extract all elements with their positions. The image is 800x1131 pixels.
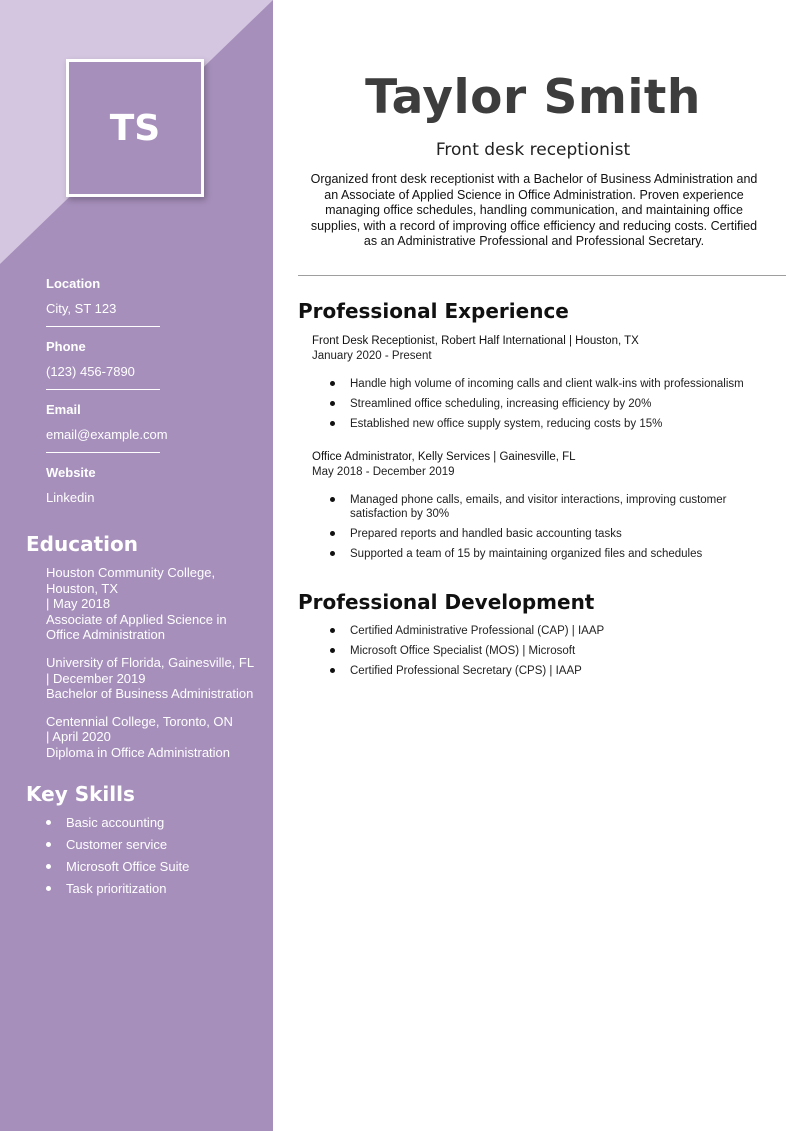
- summary-paragraph: Organized front desk receptionist with a Bachelor of Business Administration and an Associate of Applied Science in Office Administration. Proven experience managing office schedules, handling communication, and maintaining office supplies, with a record of improving office efficiency and reducing costs. Certified as an Administrative Professional and Professional Secretary.: [310, 172, 758, 249]
- education-item: [46, 655, 261, 702]
- skill-item: [46, 815, 189, 837]
- bullet-text: Handle high volume of incoming calls and client walk-ins with professionalism: [350, 378, 744, 390]
- bullet-item: [312, 624, 786, 638]
- bullet-icon: [46, 842, 51, 847]
- contact-divider: [46, 389, 160, 390]
- contact-website: [46, 465, 160, 506]
- bullet-icon: [46, 820, 51, 825]
- education-line: | May 2018: [46, 596, 111, 612]
- contact-label: Location: [46, 276, 101, 291]
- bullet-text: Microsoft Office Specialist (MOS) | Microsoft: [350, 645, 576, 657]
- bullet-icon: [330, 381, 335, 386]
- bullet-icon: [330, 648, 335, 653]
- education-line: | December 2019: [46, 670, 146, 686]
- monogram-badge: [66, 59, 204, 197]
- bullet-item: [312, 397, 786, 411]
- contact-divider: [46, 452, 160, 453]
- education-item: [46, 714, 261, 761]
- job-bullets: [312, 377, 786, 431]
- contact-label: Email: [46, 402, 81, 417]
- education-item: [46, 565, 261, 643]
- bullet-item: [312, 377, 786, 391]
- contact-label: Website: [46, 465, 96, 480]
- development-heading: Professional Development: [298, 590, 595, 614]
- bullet-item: [312, 644, 786, 658]
- bullet-icon: [330, 668, 335, 673]
- bullet-icon: [330, 531, 335, 536]
- phone-value: (123) 456-7890: [46, 364, 135, 379]
- bullet-text: Streamlined office scheduling, increasing efficiency by 20%: [350, 398, 652, 410]
- candidate-name: Taylor Smith: [365, 70, 701, 125]
- education-line: | April 2020: [46, 729, 111, 745]
- bullet-text: Managed phone calls, emails, and visitor interactions, improving customer satisfaction by 30%: [350, 494, 727, 520]
- skill-label: Task prioritization: [66, 881, 167, 896]
- skill-item: [46, 837, 189, 859]
- bullet-text: Established new office supply system, reducing costs by 15%: [350, 418, 663, 430]
- bullet-text: Prepared reports and handled basic accounting tasks: [350, 528, 622, 540]
- contact-divider: [46, 326, 160, 327]
- development-entry: [312, 624, 786, 684]
- bullet-icon: [330, 421, 335, 426]
- job-title-line: Office Administrator, Kelly Services | Gainesville, FL: [312, 451, 576, 463]
- bullet-icon: [330, 551, 335, 556]
- contact-location: [46, 276, 160, 327]
- email-link[interactable]: email@example.com: [46, 427, 168, 442]
- skill-item: [46, 859, 189, 881]
- bullet-text: Supported a team of 15 by maintaining organized files and schedules: [350, 548, 703, 560]
- skills-list: [46, 815, 189, 903]
- education-line: Diploma in Office Administration: [46, 744, 231, 760]
- bullet-icon: [46, 864, 51, 869]
- education-list: [46, 565, 261, 773]
- contact-email: [46, 402, 168, 453]
- bullet-item: [312, 527, 786, 541]
- job-title: Front desk receptionist: [435, 140, 631, 160]
- development-list: [312, 624, 786, 678]
- skill-item: [46, 881, 189, 903]
- contact-section: [46, 276, 246, 506]
- skill-label: Microsoft Office Suite: [66, 859, 190, 874]
- website-link[interactable]: Linkedin: [46, 490, 95, 505]
- bullet-icon: [330, 401, 335, 406]
- job-bullets: [312, 493, 786, 561]
- bullet-item: [312, 493, 786, 521]
- job-entry: [312, 450, 786, 567]
- education-heading: Education: [26, 532, 138, 556]
- education-line: University of Florida, Gainesville, FL: [46, 654, 255, 670]
- bullet-item: [312, 664, 786, 678]
- sidebar: [0, 0, 273, 1131]
- education-line: Bachelor of Business Administration: [46, 686, 254, 702]
- job-entry: [312, 334, 786, 437]
- bullet-text: Certified Professional Secretary (CPS) | IAAP: [350, 665, 582, 677]
- education-line: Houston, TX: [46, 580, 119, 596]
- contact-label: Phone: [46, 339, 86, 354]
- job-title-line: Front Desk Receptionist, Robert Half International | Houston, TX: [312, 335, 639, 347]
- location-value: City, ST 123: [46, 301, 117, 316]
- bullet-item: [312, 417, 786, 431]
- bullet-icon: [330, 497, 335, 502]
- bullet-icon: [330, 628, 335, 633]
- skill-label: Basic accounting: [66, 815, 165, 830]
- skill-label: Customer service: [66, 837, 168, 852]
- key-skills-heading: Key Skills: [26, 782, 135, 806]
- education-line: Office Administration: [46, 627, 165, 643]
- education-line: Houston Community College,: [46, 565, 216, 580]
- bullet-icon: [46, 886, 51, 891]
- education-line: Associate of Applied Science in: [46, 611, 227, 627]
- bullet-text: Certified Administrative Professional (CAP) | IAAP: [350, 625, 605, 637]
- bullet-item: [312, 547, 786, 561]
- monogram-text: TS: [109, 107, 161, 149]
- experience-heading: Professional Experience: [298, 299, 569, 323]
- job-dates: May 2018 - December 2019: [312, 466, 455, 478]
- education-line: Centennial College, Toronto, ON: [46, 713, 233, 729]
- contact-phone: [46, 339, 160, 390]
- section-divider: [298, 275, 786, 276]
- job-dates: January 2020 - Present: [312, 350, 432, 362]
